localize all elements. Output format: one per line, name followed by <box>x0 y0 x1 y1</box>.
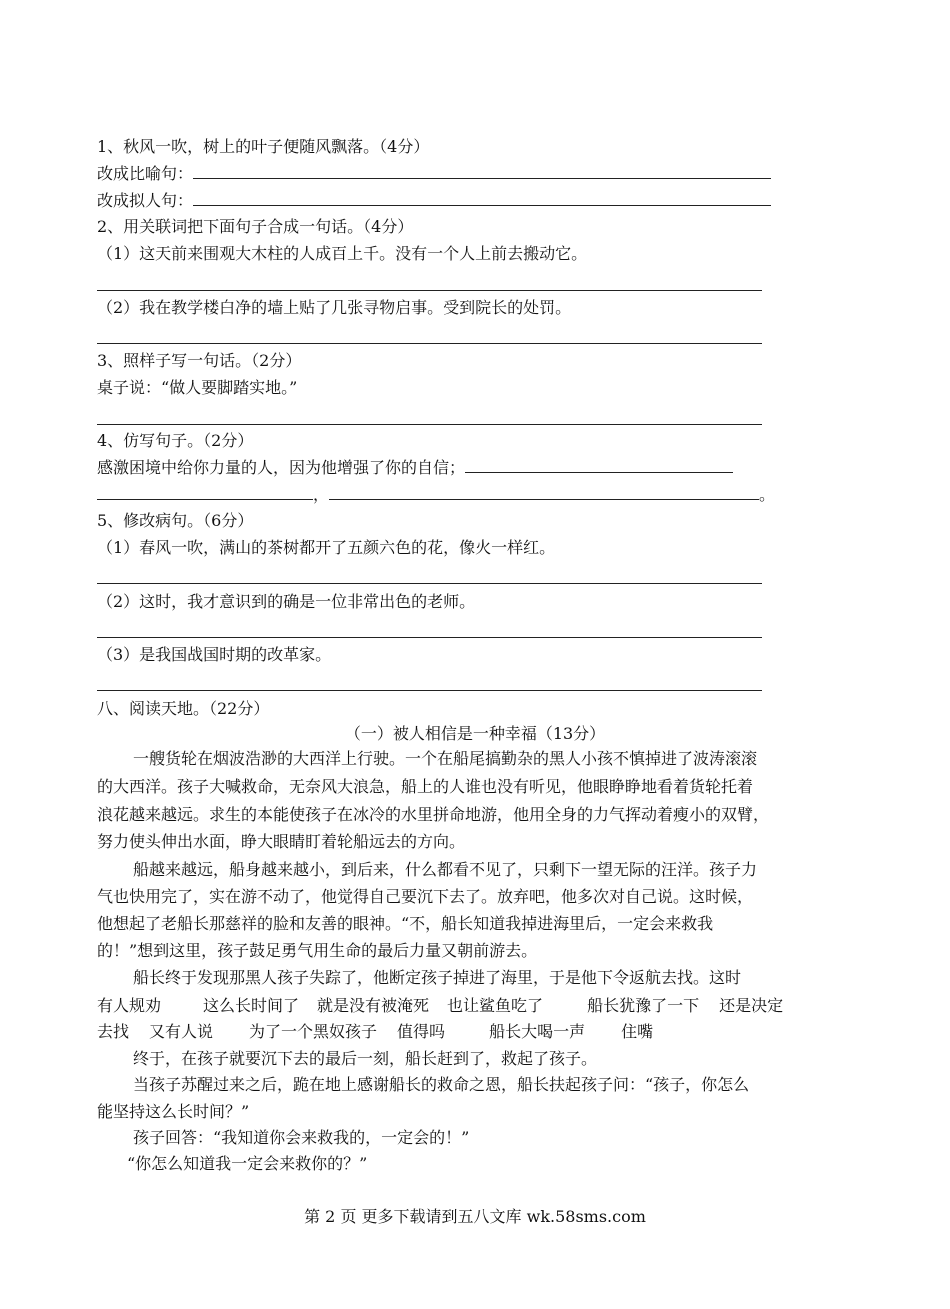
blank-segment: 去找 <box>97 1022 130 1041</box>
q2-item2: （2）我在教学楼白净的墙上贴了几张寻物启事。受到院长的处罚。 <box>97 298 572 317</box>
passage-line: 气也快用完了，实在游不动了，他觉得自己要沉下去了。放弃吧，他多次对自己说。这时候， <box>97 887 754 906</box>
q4-title: 4、仿写句子。（2分） <box>97 431 254 450</box>
q5-item2: （2）这时，我才意识到的确是一位非常出色的老师。 <box>97 592 476 611</box>
passage-line: 努力使头伸出水面，睁大眼睛盯着轮船远去的方向。 <box>97 832 466 851</box>
q3-example: 桌子说：“做人要脚踏实地。” <box>97 378 298 397</box>
q2-item1-answer-line[interactable] <box>97 290 762 291</box>
q1-personify-answer-line[interactable] <box>193 191 771 206</box>
q4-continuation-row <box>97 484 775 506</box>
q4-answer-line-3[interactable] <box>329 485 759 500</box>
q5-item1: （1）春风一吹，满山的茶树都开了五颜六色的花，像火一样红。 <box>97 538 556 557</box>
blank-segment: 有人规劝 <box>97 996 162 1015</box>
blank-segment: 这么长时间了 <box>203 996 300 1015</box>
blank-segment: 值得吗 <box>397 1022 446 1041</box>
q2-item2-answer-line[interactable] <box>97 343 762 344</box>
q4-stem-row <box>97 457 733 479</box>
passage-line: 的大西洋。孩子大喊救命，无奈风大浪急，船上的人谁也没有听见，他眼睁睁地看着货轮托着 <box>97 777 754 796</box>
q3-answer-line[interactable] <box>97 424 762 425</box>
passage-line: 当孩子苏醒过来之后，跪在地上感谢船长的救命之恩，船长扶起孩子问：“孩子，你怎么 <box>133 1075 750 1094</box>
punctuation-blank-line-2 <box>97 1021 653 1043</box>
q5-item1-answer-line[interactable] <box>97 583 762 584</box>
blank-segment: 船长大喝一声 <box>489 1022 586 1041</box>
passage-line: 能坚持这么长时间？” <box>97 1102 250 1121</box>
passage-title: （一）被人相信是一种幸福（13分） <box>344 724 606 743</box>
passage-line: 浪花越来越远。求生的本能使孩子在冰冷的水里拼命地游，他用全身的力气挥动着瘦小的双臂， <box>97 805 770 824</box>
q4-answer-line-2[interactable] <box>97 485 313 500</box>
q2-title: 2、用关联词把下面句子合成一句话。（4分） <box>97 217 414 236</box>
blank-segment: 就是没有被淹死 <box>317 996 430 1015</box>
q4-period: 。 <box>759 485 776 504</box>
blank-segment: 住嘴 <box>621 1022 654 1041</box>
q3-title: 3、照样子写一句话。（2分） <box>97 351 302 370</box>
q5-item2-answer-line[interactable] <box>97 637 762 638</box>
q1-title: 1、秋风一吹，树上的叶子便随风飘落。（4分） <box>97 137 430 156</box>
q5-item3-answer-line[interactable] <box>97 690 762 691</box>
passage-line: 他想起了老船长那慈祥的脸和友善的眼神。“不，船长知道我掉进海里后，一定会来救我 <box>97 914 714 933</box>
q5-item3: （3）是我国战国时期的改革家。 <box>97 645 332 664</box>
punctuation-blank-line-1 <box>97 995 783 1017</box>
q1-simile-answer-line[interactable] <box>193 164 771 179</box>
passage-line: 船长终于发现那黑人孩子失踪了，他断定孩子掉进了海里，于是他下令返航去找。这时 <box>133 968 742 987</box>
q1-simile-label: 改成比喻句： <box>97 164 194 183</box>
blank-segment: 还是决定 <box>719 996 784 1015</box>
q4-comma: ， <box>313 485 330 504</box>
page-footer: 第 2 页 更多下载请到五八文库 wk.58sms.com <box>304 1207 646 1226</box>
q2-item1: （1）这天前来围观大木柱的人成百上千。没有一个人上前去搬动它。 <box>97 244 588 263</box>
passage-line: “你怎么知道我一定会来救你的？” <box>127 1154 368 1173</box>
blank-segment: 为了一个黑奴孩子 <box>249 1022 378 1041</box>
blank-segment: 也让鲨鱼吃了 <box>447 996 544 1015</box>
q1-personify-label: 改成拟人句： <box>97 191 194 210</box>
q5-title: 5、修改病句。（6分） <box>97 511 254 530</box>
blank-segment: 船长犹豫了一下 <box>587 996 700 1015</box>
passage-line: 一艘货轮在烟波浩渺的大西洋上行驶。一个在船尾搞勤杂的黑人小孩不慎掉进了波涛滚滚 <box>133 749 758 768</box>
q4-stem: 感激困境中给你力量的人，因为他增强了你的自信； <box>97 458 466 477</box>
section8-title: 八、阅读天地。（22分） <box>97 699 270 718</box>
q4-answer-line-1[interactable] <box>465 458 733 473</box>
passage-line: 终于，在孩子就要沉下去的最后一刻，船长赶到了，救起了孩子。 <box>133 1049 598 1068</box>
q1-simile-row <box>97 163 771 185</box>
blank-segment: 又有人说 <box>149 1022 214 1041</box>
q1-personify-row <box>97 190 771 212</box>
passage-line: 孩子回答：“我知道你会来救我的，一定会的！” <box>133 1128 470 1147</box>
passage-line: 的！”想到这里，孩子鼓足勇气用生命的最后力量又朝前游去。 <box>97 941 538 960</box>
passage-line: 船越来越远，船身越来越小，到后来，什么都看不见了，只剩下一望无际的汪洋。孩子力 <box>133 860 758 879</box>
